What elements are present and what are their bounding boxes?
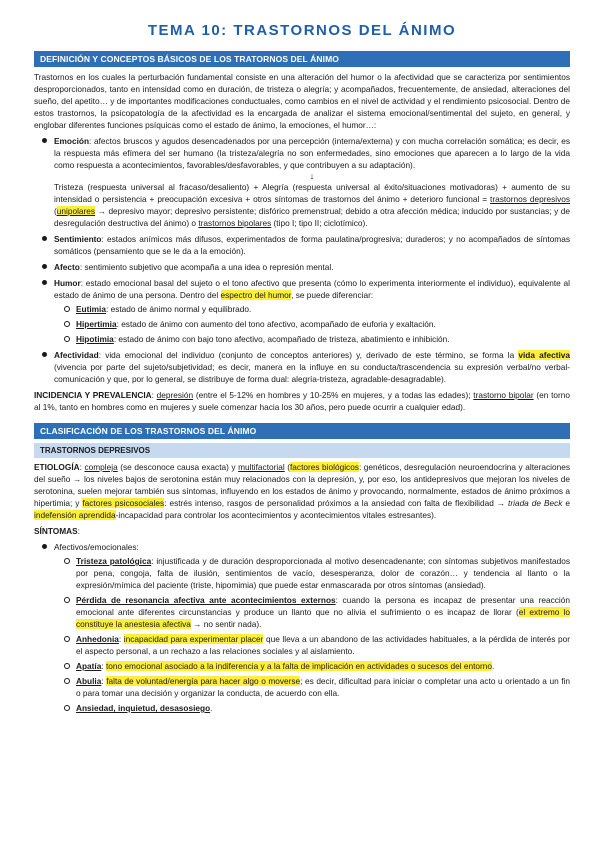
term-triada-de-beck: triada de Beck — [508, 498, 563, 508]
highlight-vida-afectiva: vida afectiva — [518, 350, 571, 360]
sintomas-heading — [34, 525, 570, 537]
term-afectividad: Afectividad — [54, 350, 99, 360]
etiologia-paragraph — [34, 461, 570, 521]
term-afecto: Afecto — [54, 262, 80, 272]
term-humor: Humor — [54, 278, 81, 288]
term-eutimia: Eutimia — [76, 304, 106, 314]
definition-perdida: : cuando la persona es incapaz de presentar una reacción emocional ante diferentes circunstancias y produce un llanto que no alivia el sufrimiento o es incapaz de llorar ( — [76, 595, 570, 617]
text-fragment: . — [492, 661, 495, 671]
highlight-apatia-definition: tono emocional asociado a la indiferencia y a la falta de implicación en actividades o sucesos del entorno — [105, 661, 493, 671]
text-fragment: ( — [54, 206, 57, 216]
list-item-apatia — [76, 660, 570, 672]
term-sentimiento: Sentimiento — [54, 234, 102, 244]
text-fragment: , se puede diferenciar: — [291, 290, 374, 300]
term-hipotimia: Hipotimia — [76, 334, 114, 344]
list-item-afectivos — [54, 541, 570, 714]
list-item-hipertimia — [76, 318, 570, 330]
term-compleja: compleja — [84, 462, 118, 472]
list-item-perdida-resonancia — [76, 594, 570, 630]
definition-hipertimia: : estado de ánimo con aumento del tono afectivo, acompañado de euforia y exaltación. — [116, 319, 436, 329]
list-item-humor — [54, 277, 570, 345]
definition-afecto: : sentimiento subjetivo que acompaña a una idea o represión mental. — [79, 262, 334, 272]
term-multifactorial: multifactorial — [238, 462, 285, 472]
definition-eutimia: : estado de ánimo normal y equilibrado. — [105, 304, 252, 314]
sintomas-list — [34, 541, 570, 714]
term-emocion: Emoción — [54, 136, 90, 146]
text-fragment: : — [77, 526, 80, 536]
humor-spectrum-list — [54, 303, 570, 345]
term-ansiedad: Ansiedad, inquietud, desasosiego — [76, 703, 211, 713]
afectivos-list — [54, 555, 570, 714]
section-header-definicion: DEFINICIÓN Y CONCEPTOS BÁSICOS DE LOS TRATORNOS DEL ÁNIMO — [34, 51, 570, 67]
label-sintomas: SÍNTOMAS — [34, 526, 78, 536]
text-fragment: : estrés intenso, rasgos de personalidad próximos a la ansiedad con falta de flexibilidad → — [164, 498, 509, 508]
text-fragment: (se desconoce causa exacta) y — [117, 462, 239, 472]
term-abulia: Abulia — [76, 676, 102, 686]
label-incidencia: INCIDENCIA Y PREVALENCIA — [34, 390, 152, 400]
list-item-emocion — [54, 135, 570, 229]
text-fragment: → no sentir nada). — [190, 619, 262, 629]
unipolares-detail: → depresivo mayor; depresivo persistente; disfórico premenstrual; debido a otra afección médica; inducido por sustancias; y de desregulación destructiva del ánimo) o — [54, 206, 570, 228]
term-trastornos-depresivos: trastornos depresivos — [490, 194, 571, 204]
term-depresion: depresión — [156, 390, 194, 400]
text-fragment: (vivencia por parte del sujeto/subjetividad; es decir, manera en la influye en su conducta/trascendencia su expresión verbal/no verbal-comunicación y que, por lo general, se distribuye de forma dual: alegría-tristeza, agradable-desagradable). — [54, 362, 570, 384]
list-item-ansiedad — [76, 702, 570, 714]
text-fragment: : — [118, 634, 124, 644]
label-afectivos: Afectivos/emocionales: — [54, 542, 139, 552]
highlight-anestesia-afectiva: el extremo lo constituye la anestesia afectiva — [76, 607, 570, 629]
incidencia-paragraph — [34, 389, 570, 413]
term-perdida-resonancia: Pérdida de resonancia afectiva ante acontecimientos externos — [76, 595, 336, 605]
text-fragment: (entre el 5-12% en hombres y 10-25% en mujeres, y a todas las edades); — [193, 390, 474, 400]
highlight-factores-psicosociales: factores psicosociales — [82, 498, 165, 508]
text-fragment: : — [101, 661, 106, 671]
list-item-eutimia — [76, 303, 570, 315]
text-fragment: : — [79, 462, 85, 472]
label-etiologia: ETIOLOGÍA — [34, 462, 80, 472]
list-item-afecto — [54, 261, 570, 273]
text-fragment: : genéticos, desregulación neuroendocrina y alteraciones del sueño → los niveles bajos de serotonina están muy relacionados con la depresión, y, por eso, los antidepresivos que mejoran los niveles de serotonina, suelen mejorar también sus síntomas, influyendo en los estados de ánimo y provocando, normalmente, estados de ánimo próximos a hipertimia; y — [34, 462, 570, 508]
concepts-list — [34, 135, 570, 385]
definition-tristeza: : injustificada y de duración desproporcionada al motivo desencadenante; con síntomas subjetivos manifestados por pena, congoja, falta de ilusión, sentimientos de vacío, desesperanza, dolor de corazón… y tendencia al llanto o la expresión/mímica del paciente (triste, hipomimia) que puede estar enmascarada por otros síntomas (ansiedad). — [76, 556, 570, 590]
term-anhedonia: Anhedonia — [76, 634, 119, 644]
intro-paragraph: Trastornos en los cuales la perturbación fundamental consiste en una alteración del humor o la afectividad que se caracteriza por sentimientos desproporcionados, tanto en intensidad como en duración, de tristeza o alegría; y acompañados, frecuentemente, de ansiedad, alteraciones del sueño, del apetito… y de importantes modificaciones conductuales, como cambios en el nivel de actividad y el rendimiento psicosocial. Dentro de estos trastornos, la psicopatología de la afectividad es la encargada de analizar el sistema emocional/sentimental del sujeto, en general, y englobar diferentes funciones psíquicas como el estado de ánimo, la emociones, el humor…: — [34, 72, 570, 130]
page-title: TEMA 10: TRASTORNOS DEL ÁNIMO — [147, 22, 457, 39]
bipolares-detail: (tipo I; tipo II; ciclotímico). — [271, 218, 368, 228]
text-fragment: : — [101, 676, 107, 686]
definition-emocion: : afectos bruscos y agudos desencadenados por una percepción (interna/externa) y con mucha correlación somática; es decir, es la respuesta más efímera del ser humano (la tristeza/alegría no son enfermedades, sino emociones que aparecen a lo largo de la vida como respuesta a acontecimientos, favorables/desfavorables, y que contribuyen a su adaptación). — [54, 136, 570, 170]
term-trastornos-bipolares: trastornos bipolares — [198, 218, 272, 228]
highlight-abulia-definition: falta de voluntad/energía para hacer algo o moverse — [106, 676, 301, 686]
list-item-abulia — [76, 675, 570, 699]
list-item-tristeza-patologica — [76, 555, 570, 591]
definition-hipotimia: : estado de ánimo con bajo tono afectivo, acompañado de tristeza, abatimiento e inhibición. — [113, 334, 450, 344]
definition-sentimiento: : estados anímicos más difusos, experimentados de forma paulatina/progresiva; duraderos; y no acompañados de síntomas somáticos (pensamiento que se le da a la emoción). — [54, 234, 570, 256]
tristeza-alegria-text: Tristeza (respuesta universal al fracaso/desaliento) + Alegría (respuesta universal al éxito/situaciones motivadoras) + aumento de su intensidad o persistencia + preocupación excesiva + otros síntomas de trastornos del ánimo + deterioro funcional = — [54, 182, 570, 204]
highlight-factores-biologicos: factores biológicos — [290, 462, 359, 472]
definition-abulia: ; es decir, dificultad para iniciar o completar una acto u orientado a un fin o para tomar una decisión y organizar la conducta, de acuerdo con ella. — [76, 676, 570, 698]
term-hipertimia: Hipertimia — [76, 319, 117, 329]
text-fragment: . — [210, 703, 213, 713]
highlight-espectro-del-humor: espectro del humor — [220, 290, 292, 300]
section-header-clasificacion: CLASIFICACIÓN DE LOS TRASTORNOS DEL ÁNIMO — [34, 423, 570, 439]
highlight-incapacidad-placer: incapacidad para experimentar placer — [123, 634, 264, 644]
down-arrow-icon: ↓ — [309, 171, 315, 181]
list-item-afectividad — [54, 349, 570, 385]
text-fragment: ( — [284, 462, 290, 472]
list-item-hipotimia — [76, 333, 570, 345]
subsection-header-depresivos: TRASTORNOS DEPRESIVOS — [34, 443, 570, 458]
term-trastorno-bipolar: trastorno bipolar — [473, 390, 534, 400]
text-fragment: (en torno al 1%, tanto en hombres como en mujeres y suele comenzar hacia los 30 años, pero puede ocurrir a cualquier edad). — [34, 390, 570, 412]
text-fragment: -incapacidad para controlar los acontecimientos y acontecimientos vitales estresantes). — [115, 510, 437, 520]
highlight-unipolares: unipolares — [56, 206, 96, 216]
text-fragment: : — [151, 390, 157, 400]
text-fragment: e — [562, 498, 571, 508]
definition-humor: : estado emocional basal del sujeto o el tono afectivo que presenta (cómo lo experimenta interiormente el individuo), equivalente al estado de ánimo de una persona. Dentro del — [54, 278, 570, 300]
term-tristeza-patologica: Tristeza patológica — [76, 556, 152, 566]
definition-afectividad: : vida emocional del individuo (conjunto de conceptos anteriores) y, derivado de este término, se forma la — [98, 350, 519, 360]
list-item-sentimiento — [54, 233, 570, 257]
list-item-anhedonia — [76, 633, 570, 657]
definition-anhedonia: que lleva a un abandono de las actividades habituales, a la pérdida de interés por el aspecto personal, a un rechazo a las relaciones sociales y al aislamiento. — [76, 634, 570, 656]
term-apatia: Apatía — [76, 661, 102, 671]
highlight-indefension-aprendida: indefensión aprendida — [34, 510, 116, 520]
